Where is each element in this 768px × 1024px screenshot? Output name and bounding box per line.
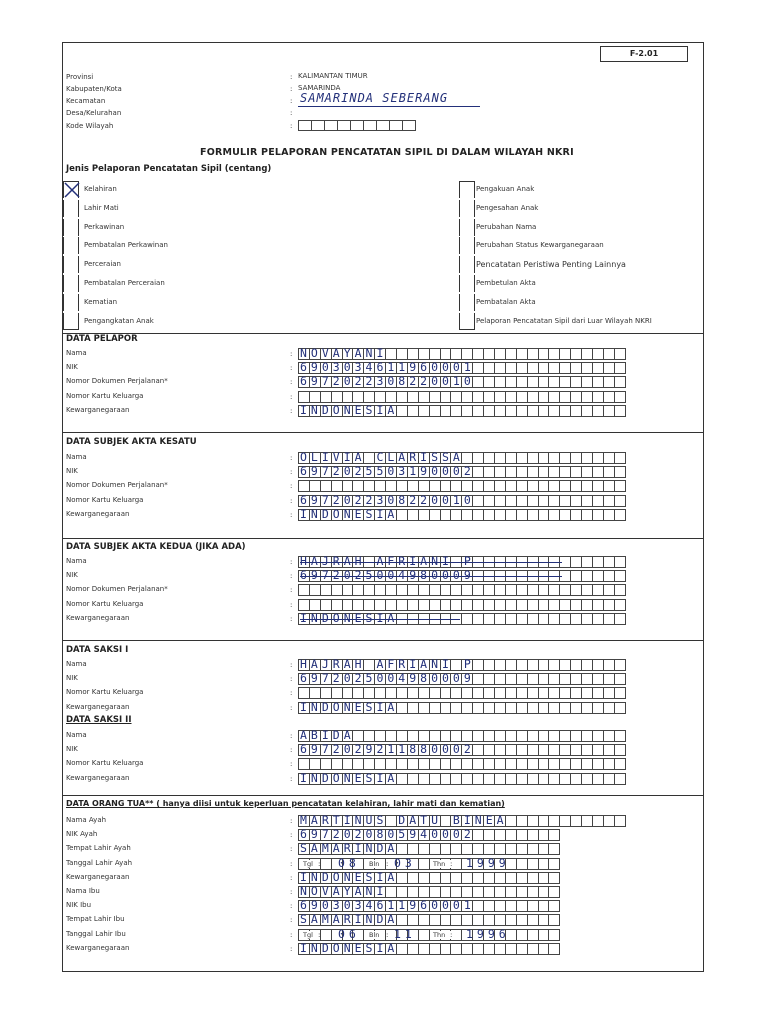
pelapor-nama-value[interactable]: NOVAYANI bbox=[300, 346, 388, 360]
strike-line bbox=[300, 619, 460, 620]
pelapor-kewarganegaraan-value[interactable]: INDONESIA bbox=[300, 402, 399, 417]
colon: : bbox=[386, 859, 389, 868]
colon: : bbox=[290, 454, 293, 462]
colon: : bbox=[290, 944, 293, 953]
jenis-checkbox-label: Pengakuan Anak bbox=[476, 185, 535, 193]
provinsi-label: Provinsi bbox=[66, 73, 94, 81]
colon: : bbox=[290, 600, 293, 609]
field-label: Kewarganegaraan bbox=[66, 613, 130, 622]
kecamatan-value[interactable]: SAMARINDA SEBERANG bbox=[300, 91, 449, 105]
pelapor-dokumen-value[interactable]: 6972022308220010 bbox=[300, 374, 475, 389]
field-label: Kewarganegaraan bbox=[66, 872, 130, 881]
colon: : bbox=[290, 831, 293, 840]
input-grid[interactable] bbox=[298, 584, 625, 596]
jenis-checkbox[interactable] bbox=[459, 256, 475, 273]
kecamatan-label: Kecamatan bbox=[66, 97, 106, 105]
section-divider bbox=[63, 333, 703, 334]
subjek2-kewarganegaraan-value[interactable]: INDONESIA bbox=[300, 610, 399, 625]
field-label: Tempat Lahir Ibu bbox=[66, 915, 125, 924]
subjek2-nama-value[interactable]: HAJRAH AFRIANI P bbox=[300, 554, 475, 568]
tgl-ibu-thn[interactable]: 1996 bbox=[466, 926, 510, 941]
nik-ayah-value[interactable]: 6972020805940002 bbox=[300, 827, 475, 842]
jenis-checkbox[interactable] bbox=[63, 256, 79, 273]
colon: : bbox=[290, 774, 293, 783]
section-divider bbox=[63, 432, 703, 433]
section-title-subjek1: DATA SUBJEK AKTA KESATU bbox=[66, 437, 197, 447]
section-title-pelapor: DATA PELAPOR bbox=[66, 334, 138, 344]
colon: : bbox=[290, 661, 293, 669]
section-divider bbox=[63, 640, 703, 641]
field-label: Nomor Kartu Keluarga bbox=[66, 688, 144, 697]
colon: : bbox=[290, 902, 293, 911]
kecamatan-underline bbox=[298, 106, 480, 107]
saksi1-nama-value[interactable]: HAJRAH AFRIANI P bbox=[300, 657, 475, 671]
colon: : bbox=[290, 558, 293, 566]
tgl-ayah-tgl[interactable]: 08 bbox=[338, 855, 360, 870]
colon: : bbox=[290, 406, 293, 415]
provinsi-value: KALIMANTAN TIMUR bbox=[298, 72, 368, 80]
subjek1-kk-value[interactable]: 6972022308220010 bbox=[300, 492, 475, 507]
field-label: Kewarganegaraan bbox=[66, 773, 130, 782]
field-label: Nomor Kartu Keluarga bbox=[66, 391, 144, 400]
checked-x-mark bbox=[63, 181, 81, 199]
section-title-subjek2: DATA SUBJEK AKTA KEDUA (JIKA ADA) bbox=[66, 542, 246, 552]
field-label: Kewarganegaraan bbox=[66, 405, 130, 414]
field-label: Kewarganegaraan bbox=[66, 943, 130, 952]
colon: : bbox=[290, 109, 293, 117]
jenis-checkbox-label: Kematian bbox=[84, 297, 118, 306]
colon: : bbox=[386, 930, 389, 939]
tgl-ibu-bln[interactable]: 11 bbox=[394, 926, 416, 941]
colon: : bbox=[290, 873, 293, 882]
saksi2-kewarganegaraan-value[interactable]: INDONESIA bbox=[300, 770, 399, 785]
jenis-checkbox-label: Pembatalan Akta bbox=[476, 297, 536, 306]
subjek2-nik-value[interactable]: 6972025004980009 bbox=[300, 568, 475, 583]
pelapor-nik-value[interactable]: 6903034611960001 bbox=[300, 360, 475, 375]
tempat-lahir-ayah-value[interactable]: SAMARINDA bbox=[300, 841, 399, 856]
subjek1-kewarganegaraan-value[interactable]: INDONESIA bbox=[300, 506, 399, 521]
jenis-checkbox-label: Pengangkatan Anak bbox=[84, 316, 154, 325]
colon: : bbox=[290, 675, 293, 684]
jenis-checkbox-label: Pengesahan Anak bbox=[476, 203, 539, 212]
field-label: NIK bbox=[66, 363, 78, 372]
kode-wilayah-label: Kode Wilayah bbox=[66, 122, 114, 130]
colon: : bbox=[290, 746, 293, 755]
field-label: Nama bbox=[66, 349, 87, 357]
jenis-checkbox-label: Perkawinan bbox=[84, 222, 125, 231]
jenis-checkbox-label: Perceraian bbox=[84, 260, 121, 269]
tgl-ibu-tgl[interactable]: 06 bbox=[338, 926, 360, 941]
desa-label: Desa/Kelurahan bbox=[66, 109, 122, 117]
colon: : bbox=[318, 859, 321, 868]
colon: : bbox=[290, 888, 293, 896]
field-label: Kewarganegaraan bbox=[66, 509, 130, 518]
field-label: NIK bbox=[66, 674, 78, 683]
input-grid[interactable] bbox=[298, 391, 625, 403]
colon: : bbox=[290, 392, 293, 401]
colon: : bbox=[450, 930, 453, 939]
field-label: Nomor Dokumen Perjalanan* bbox=[66, 377, 168, 386]
input-grid[interactable] bbox=[298, 599, 625, 611]
jenis-checkbox-label: Pencatatan Peristiwa Penting Lainnya bbox=[476, 260, 626, 270]
jenis-checkbox[interactable] bbox=[63, 294, 79, 311]
strike-line bbox=[300, 562, 562, 563]
colon: : bbox=[290, 364, 293, 373]
nama-ayah-value[interactable]: MARTINUS DATU BINEA bbox=[300, 813, 508, 827]
jenis-checkbox[interactable] bbox=[459, 237, 475, 254]
field-label: Nomor Kartu Keluarga bbox=[66, 495, 144, 504]
jenis-checkbox-label: Perubahan Status Kewarganegaraan bbox=[476, 241, 604, 250]
field-label: Nama Ayah bbox=[66, 816, 107, 824]
colon: : bbox=[290, 73, 293, 81]
colon: : bbox=[290, 85, 293, 93]
section-divider bbox=[63, 538, 703, 539]
field-label: Kewarganegaraan bbox=[66, 702, 130, 711]
section-title-saksi1: DATA SAKSI I bbox=[66, 645, 129, 655]
strike-line bbox=[300, 576, 562, 577]
colon: : bbox=[290, 930, 293, 939]
input-grid[interactable] bbox=[298, 758, 625, 770]
tempat-lahir-ibu-value[interactable]: SAMARINDA bbox=[300, 912, 399, 927]
field-label: NIK Ibu bbox=[66, 901, 92, 910]
field-label: Tempat Lahir Ayah bbox=[66, 844, 131, 853]
jenis-checkbox[interactable] bbox=[459, 313, 475, 330]
field-label: Nomor Dokumen Perjalanan* bbox=[66, 481, 168, 490]
kewarganegaraan-ibu-value[interactable]: INDONESIA bbox=[300, 940, 399, 955]
jenis-checkbox[interactable] bbox=[63, 219, 79, 236]
tgl-ayah-bln[interactable]: 03 bbox=[394, 855, 416, 870]
tgl-ayah-bln-label: Bln bbox=[369, 859, 380, 868]
colon: : bbox=[290, 614, 293, 623]
colon: : bbox=[290, 916, 293, 925]
colon: : bbox=[290, 845, 293, 854]
colon: : bbox=[290, 97, 293, 105]
section-title-orangtua: DATA ORANG TUA** ( hanya diisi untuk keperluan pencatatan kelahiran, lahir mati dan kematian) bbox=[66, 799, 505, 808]
nik-ibu-value[interactable]: 6903034611960001 bbox=[300, 898, 475, 913]
colon: : bbox=[290, 817, 293, 825]
field-label: Nomor Dokumen Perjalanan* bbox=[66, 585, 168, 594]
field-label: Nomor Kartu Keluarga bbox=[66, 599, 144, 608]
field-label: Nama bbox=[66, 731, 87, 739]
form-title: FORMULIR PELAPORAN PENCATATAN SIPIL DI DALAM WILAYAH NKRI bbox=[200, 147, 574, 158]
field-label: Nama bbox=[66, 453, 87, 461]
kode-wilayah-boxes[interactable] bbox=[298, 120, 415, 131]
colon: : bbox=[290, 572, 293, 581]
section-title-saksi2: DATA SAKSI II bbox=[66, 715, 132, 725]
saksi2-nik-value[interactable]: 6972029211880002 bbox=[300, 742, 475, 757]
jenis-checkbox-label: Pelaporan Pencatatan Sipil dari Luar Wilayah NKRI bbox=[476, 316, 652, 325]
jenis-checkbox[interactable] bbox=[459, 200, 475, 217]
colon: : bbox=[290, 732, 293, 740]
tgl-ayah-thn[interactable]: 1999 bbox=[466, 855, 510, 870]
jenis-checkbox[interactable] bbox=[63, 275, 79, 292]
kewarganegaraan-ayah-value[interactable]: INDONESIA bbox=[300, 869, 399, 884]
colon: : bbox=[290, 760, 293, 769]
field-label: Nama bbox=[66, 660, 87, 668]
field-label: NIK bbox=[66, 467, 78, 476]
colon: : bbox=[290, 378, 293, 387]
jenis-checkbox-label: Lahir Mati bbox=[84, 203, 119, 212]
colon: : bbox=[290, 586, 293, 595]
section-divider bbox=[63, 795, 703, 796]
colon: : bbox=[290, 482, 293, 491]
tgl-ibu-tgl-label: Tgl bbox=[303, 930, 313, 939]
colon: : bbox=[290, 122, 293, 130]
tgl-ayah-tgl-label: Tgl bbox=[303, 859, 313, 868]
field-label: Nama Ibu bbox=[66, 887, 100, 895]
field-label: NIK bbox=[66, 745, 78, 754]
colon: : bbox=[290, 350, 293, 358]
jenis-checkbox-label: Pembatalan Perkawinan bbox=[84, 241, 168, 250]
form-code: F-2.01 bbox=[600, 46, 688, 62]
colon: : bbox=[290, 510, 293, 519]
tgl-ibu-thn-label: Thn bbox=[433, 930, 446, 939]
jenis-checkbox[interactable] bbox=[63, 200, 79, 217]
tgl-ayah-thn-label: Thn bbox=[433, 859, 446, 868]
field-label: Nama bbox=[66, 557, 87, 565]
input-grid[interactable] bbox=[298, 687, 625, 699]
jenis-checkbox-label: Pembetulan Akta bbox=[476, 279, 536, 287]
jenis-checkbox-label: Pembatalan Perceraian bbox=[84, 279, 165, 287]
saksi1-kewarganegaraan-value[interactable]: INDONESIA bbox=[300, 699, 399, 714]
subjek1-nik-value[interactable]: 6972025503190002 bbox=[300, 464, 475, 479]
tgl-ibu-bln-label: Bln bbox=[369, 930, 380, 939]
colon: : bbox=[290, 703, 293, 712]
colon: : bbox=[450, 859, 453, 868]
colon: : bbox=[318, 930, 321, 939]
input-grid[interactable] bbox=[298, 480, 625, 492]
jenis-checkbox[interactable] bbox=[63, 237, 79, 254]
field-label: NIK Ayah bbox=[66, 830, 98, 839]
colon: : bbox=[290, 496, 293, 505]
jenis-pelaporan-title: Jenis Pelaporan Pencatatan Sipil (centang) bbox=[66, 164, 272, 174]
field-label: Nomor Kartu Keluarga bbox=[66, 759, 144, 768]
subjek1-nama-value[interactable]: OLIVIA CLARISSA bbox=[300, 450, 464, 464]
colon: : bbox=[290, 859, 293, 868]
kabupaten-value: SAMARINDA bbox=[298, 84, 341, 92]
jenis-checkbox-label: Kelahiran bbox=[84, 185, 117, 193]
kabupaten-label: Kabupaten/Kota bbox=[66, 85, 122, 93]
nama-ibu-value[interactable]: NOVAYANI bbox=[300, 884, 388, 898]
field-label: Tanggal Lahir Ibu bbox=[66, 929, 126, 938]
jenis-checkbox[interactable] bbox=[63, 313, 79, 330]
jenis-checkbox-label: Perubahan Nama bbox=[476, 222, 537, 231]
field-label: NIK bbox=[66, 571, 78, 580]
saksi2-nama-value[interactable]: ABIDA bbox=[300, 728, 355, 742]
jenis-checkbox[interactable] bbox=[459, 275, 475, 292]
field-label: Tanggal Lahir Ayah bbox=[66, 858, 133, 867]
colon: : bbox=[290, 468, 293, 477]
jenis-checkbox[interactable] bbox=[459, 219, 475, 236]
colon: : bbox=[290, 689, 293, 698]
jenis-checkbox[interactable] bbox=[459, 294, 475, 311]
saksi1-nik-value[interactable]: 6972025004980009 bbox=[300, 671, 475, 686]
jenis-checkbox[interactable] bbox=[459, 181, 475, 198]
